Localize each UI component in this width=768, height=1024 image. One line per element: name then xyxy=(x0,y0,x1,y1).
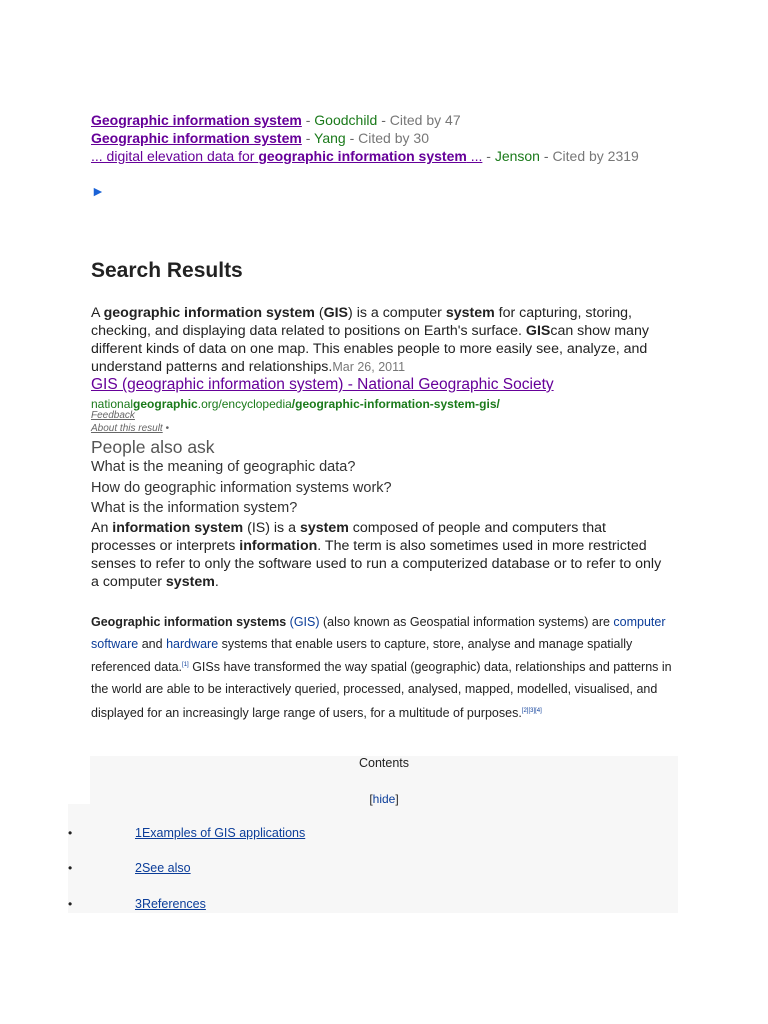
wiki-text: and xyxy=(138,636,167,651)
about-result-link[interactable]: About this result xyxy=(91,423,163,434)
reference-link[interactable]: [2][3][4] xyxy=(521,707,542,714)
wiki-text: GISs have transformed the way spatial (geographic) data, relationships and patterns in the world are able to be interactively queried, processed, analysed, mapped, modelled, visualised, and displayed for an increasingly large range of users, for a multitude of purposes. xyxy=(91,660,672,720)
reference-link[interactable]: [1] xyxy=(182,662,189,669)
question-item[interactable]: What is the information system? xyxy=(91,500,298,516)
bracket: ] xyxy=(395,792,399,806)
people-also-ask-heading: People also ask xyxy=(91,437,215,457)
answer-bold: system xyxy=(165,574,215,590)
answer-text: . The term is also sometimes used in more restricted senses to refer to only the software used to run a computerized database or to refer to only a computer xyxy=(91,538,662,590)
bullet-icon: • xyxy=(68,897,73,911)
question-answer xyxy=(91,519,671,591)
about-result xyxy=(91,423,169,434)
bullet-icon: • xyxy=(68,861,73,875)
title-text-bold: geographic information system xyxy=(258,148,467,164)
url-part: national xyxy=(91,397,134,411)
answer-text: An xyxy=(91,520,113,536)
scholar-result-title[interactable]: Geographic information system xyxy=(91,112,302,128)
answer-text: composed of people and computers that processes or interprets xyxy=(91,520,606,554)
answer-bold: system xyxy=(299,520,349,536)
toc-title: Contents xyxy=(358,756,410,770)
wiki-text: (also known as Geospatial information systems) are xyxy=(319,615,614,629)
computer-software-link[interactable]: computer software xyxy=(91,615,666,651)
answer-text: (IS) is a xyxy=(243,520,300,536)
scholar-author: Goodchild xyxy=(314,112,378,128)
snippet-text: ( xyxy=(314,305,324,321)
table-of-contents xyxy=(68,756,678,913)
snippet-text: for capturing, storing, checking, and displaying data related to positions on Earth's surface. xyxy=(91,305,632,339)
separator: - xyxy=(345,130,359,146)
separator: - xyxy=(301,130,315,146)
featured-snippet xyxy=(91,304,671,376)
hardware-link[interactable]: hardware xyxy=(166,636,219,651)
bracket: [ xyxy=(369,792,373,806)
scholar-result-title[interactable] xyxy=(91,148,482,164)
snippet-bold: geographic information system xyxy=(103,305,315,321)
toc-hide-toggle xyxy=(90,792,678,806)
toc-link[interactable]: 1Examples of GIS applications xyxy=(135,826,306,840)
scholar-result-title[interactable]: Geographic information system xyxy=(91,130,302,146)
cited-by-link[interactable]: Cited by 2319 xyxy=(552,148,639,164)
separator: - xyxy=(301,112,315,128)
gis-link[interactable]: (GIS) xyxy=(289,615,320,629)
snippet-bold: GIS xyxy=(323,305,349,321)
wiki-bold-term: Geographic information systems xyxy=(91,615,287,629)
snippet-date: Mar 26, 2011 xyxy=(332,360,406,374)
answer-text: . xyxy=(214,574,219,590)
hide-link[interactable]: hide xyxy=(372,792,396,806)
cited-by-link[interactable]: Cited by 47 xyxy=(389,112,461,128)
toc-link[interactable]: 3References xyxy=(135,897,206,911)
separator: - xyxy=(482,148,495,164)
title-text: ... xyxy=(466,148,483,164)
wiki-text: systems that enable users to capture, store, analyse and manage spatially referenced data. xyxy=(91,636,633,675)
more-arrow-icon[interactable]: ► xyxy=(91,183,105,199)
scholar-author: Yang xyxy=(314,130,346,146)
snippet-text: A xyxy=(91,305,104,321)
cited-by-link[interactable]: Cited by 30 xyxy=(358,130,429,146)
url-part-bold: /geographic-information-system-gis/ xyxy=(291,397,500,411)
separator: - xyxy=(377,112,390,128)
snippet-bold: GIS xyxy=(525,323,551,339)
separator: - xyxy=(539,148,553,164)
snippet-text: can show many different kinds of data on one map. This enables people to more easily see, analyze, and understand patterns and relationships. xyxy=(91,323,649,375)
result-title-link[interactable]: GIS (geographic information system) - National Geographic Society xyxy=(91,376,554,393)
title-text: ... digital elevation data for xyxy=(91,148,259,164)
question-item[interactable]: How do geographic information systems work? xyxy=(91,480,392,496)
toc-link[interactable]: 2See also xyxy=(135,861,191,875)
scholar-result xyxy=(91,147,661,165)
scholar-results xyxy=(91,111,661,165)
feedback-link[interactable]: Feedback xyxy=(91,410,135,421)
snippet-text: ) is a computer xyxy=(348,305,446,321)
url-part-bold: geographic xyxy=(133,397,198,411)
wiki-paragraph xyxy=(91,612,681,724)
answer-bold: information xyxy=(239,538,318,554)
url-part: .org/encyclopedia xyxy=(197,397,292,411)
about-suffix: • xyxy=(162,423,169,434)
scholar-result xyxy=(91,111,661,129)
result-url xyxy=(91,397,500,411)
answer-bold: information system xyxy=(112,520,244,536)
bullet-icon: • xyxy=(68,826,73,840)
scholar-author: Jenson xyxy=(494,148,540,164)
snippet-bold: system xyxy=(445,305,495,321)
question-item[interactable]: What is the meaning of geographic data? xyxy=(91,459,356,475)
page-title: Search Results xyxy=(91,259,243,282)
scholar-result xyxy=(91,129,661,147)
